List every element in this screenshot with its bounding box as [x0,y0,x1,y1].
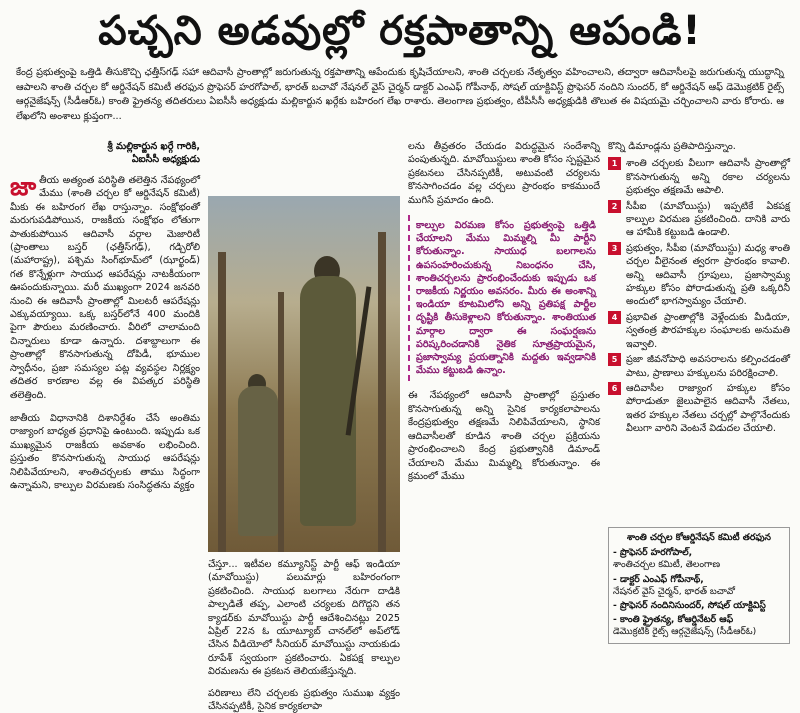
column-3-paragraph-1: లను తీవ్రతరం చేయడం విరుద్ధమైన సందేశాన్ని పంపుతున్నది. మావోయిస్టులు శాంతి కోసం స్పష్టమైన ప్రకటనలు చేసినప్పటికీ, అటువంటి చర్యలను కొనసాగించడం వల్ల చర్చలు ప్రారంభం కాకముందే ముగిసే ప్రమాదం ఉంది. [408,141,600,206]
signatory-name: - కాంతి ఫ్రైతన్య, కోఆర్డినేటర్ ఆఫ్ [613,614,734,626]
demand-number: 4 [608,311,621,324]
demand-item [608,242,790,309]
tree-trunk [218,252,226,552]
intro-paragraph: కేంద్ర ప్రభుత్వంపై ఒత్తిడి తీసుకొచ్చి ఛత్తీస్‌గఢ్ సహా ఆదివాసీ ప్రాంతాల్లో జరుగుతున్న రక్తపాతాన్ని ఆపేందుకు కృషిచేయాలని, శాంతి చర్చలకు నేతృత్వం వహించాలని, తద్వారా ఆదివాసీలపై జరుగుతున్న యుద్ధాన్ని ఆపాలని శాంతి చర్చల కో ఆర్డినేషన్ కమిటీ తరఫున ప్రొఫెసర్ హరగోపాల్, భారత్ బచావో నేషనల్ వైస్ చైర్మన్ డాక్టర్ ఎంఎఫ్ గోపీనాథ్, సోషల్ యాక్టివిస్ట్ ప్రొఫెసర్ నందిని సుందర్, కో ఆర్డినేషన్ ఆఫ్ డెమొక్రటిక్ రైట్స్ ఆర్గనైజేషన్స్ (సీడీఆర్‌ఓ) కాంతి ఫ్రైతన్య తదితరులు ఏఐసీసీ అధ్యక్షుడు మల్లికార్జున ఖర్గేకు బహిరంగ లేఖ రాశారు. తెలంగాణ ప్రభుత్వం, టీపీసీసీ అధ్యక్షుడికి తొలుత ఈ విషయమై చర్చించాలని వారు కోరారు. ఆ లేఖలోని అంశాలు క్లుప్తంగా... [16,67,784,122]
demand-text: ఆదివాసీల రాజ్యాంగ హక్కుల కోసం పోరాడుతూ జైలుపాలైన ఆదివాసీ నేతలు, ఇతర హక్కుల నేతలు చర్చల్లో పాల్గొనేందుకు వీలుగా వారిని వెంటనే విడుదల చేయాలి. [626,382,790,435]
byline-title: ఏఐసీసీ అధ్యక్షుడు [131,154,200,165]
signatories-title: శాంతి చర్చల కోఆర్డినేషన్ కమిటీ తరఫున [627,532,771,543]
tree-trunk [378,232,386,552]
signatory [613,574,785,598]
column-3-paragraph-2: ఈ నేపథ్యంలో ఆదివాసీ ప్రాంతాల్లో ప్రస్తుతం కొనసాగుతున్న అన్ని సైనిక కార్యకలాపాలను కేంద్రప్రభుత్వం తక్షణమే నిలిపివేయాలని, స్థానిక ఆదివాసీలతో కూడిన శాంతి చర్చల ప్రక్రియను ప్రారంభించాలని కేంద్ర ప్రభుత్వానికి డిమాండ్ చేయాలని మేము మిమ్మల్ని కోరుతున్నాం. ఈ క్రమంలో మేము [408,390,600,482]
demand-text: సీపీఐ (మావోయిస్టు) ఇప్పటికే ఏకపక్ష కాల్పుల విరమణ ప్రకటించింది. దానికి వారు ఆ హామీకి కట్టుబడి ఉండాలి. [626,200,790,239]
demand-number: 5 [608,353,621,366]
demand-number: 2 [608,200,621,213]
tree-trunk [278,292,284,552]
signatory [613,614,785,638]
signatory-name: - ప్రొఫెసర్ నందినిసుందర్, సోషల్ యాక్టివిస్ట్ [613,600,766,612]
column-2-paragraph-2: పరిణాలు లేని చర్చలకు ప్రభుత్వం సుముఖ వ్యక్తం చేసినప్పటికీ, సైనిక కార్యకలాపా [208,687,400,713]
column-1-text-1: తీయ అత్యంత పరిస్థితి తలెత్తిన నేపథ్యంలో మేము (శాంతి చర్చల కో ఆర్డినేషన్ కమిటీ) మీకు ఈ బహిరంగ లేఖ రాస్తున్నాం. సంక్షోభంతో మరుగుపడిపోయిన, రాజకీయ సంక్షోభం లోతుగా పాతుకుపోయిన ఆదివాసీ వర్గాల మెజారిటీ (ప్రాంతాలు బస్తర్ (ఛత్తీస్‌గఢ్), గడ్చిరోలి (మహారాష్ట్ర), పశ్చిమ సింగ్‌భూమ్‌లో (ఝార్ఖండ్) గత కొన్నేళ్లుగా సాయుధ ఆపరేషన్లు నాటకీయంగా ఊపందుకున్నాయి. మరీ ముఖ్యంగా 2024 జనవరి నుంచి ఈ ఆదివాసీ ప్రాంతాల్లో మిలటరీ ఆపరేషన్లు ఎక్కువయ్యాయి. ఒక్క బస్తర్‌లోనే 400 మందికి పైగా పౌరులు మరణించారు. వీరిలో చాలామంది చిన్నారులు కూడా ఉన్నారు. దశాబ్దాలుగా ఈ ప్రాంతాల్లో కొనసాగుతున్న దోపిడీ, భూముల స్వాధీనం, ప్రజా సమస్యల పట్ల వ్యవస్థల నిర్లక్ష్యం తదితర కారణాల వల్ల ఈ విపత్కర పరిస్థితి తలెత్తింది. [10,175,200,401]
demand-item [608,382,790,436]
signatory-role: డెమొక్రటిక్ రైట్స్ ఆర్గనైజేషన్స్ (సీడీఆర్‌ఓ) [613,626,757,638]
signatory [613,547,785,571]
demand-text: ప్రజా జీవనోపాధి అవసరాలను కల్పించడంతో పాటు, ప్రాణాలు హక్కులను పరిరక్షించాలి. [626,354,790,379]
signatory-role: నేషనల్ వైస్ చైర్మన్, భారత్ బచావో [613,585,735,597]
signatory [613,600,785,612]
signatory-role: శాంతిచర్చల కమిటీ, తెలంగాణ [613,559,721,571]
demands-intro: కొన్ని డిమాండ్లను ప్రతిపాదిస్తున్నాం. [608,141,736,152]
demand-item [608,200,790,240]
headline: పచ్చని అడవుల్లో రక్తపాతాన్ని ఆపండి! [98,8,702,54]
byline [10,140,200,166]
article-body [10,140,790,713]
column-1-paragraph-1 [10,174,200,402]
demand-number: 1 [608,157,621,170]
demand-number: 6 [608,382,621,395]
demand-text: ప్రభుత్వం, సీపీఐ (మావోయిస్టు) మధ్య శాంతి చర్చల వీలైనంత త్వరగా ప్రారంభం కావాలి. అన్ని ఆదివాసీ గ్రూపులు, ప్రజాస్వామ్య హక్కుల కోసం పోరాడుతున్న ప్రతి ఒక్కరినీ అందులో భాగస్వామ్యం చేయాలి. [626,242,790,308]
signatory-name: - ప్రొఫెసర్ హరగోపాల్, [613,547,693,559]
column-1 [10,140,200,675]
column-2-paragraph-1: చేస్తూ... ఇటీవల కమ్యూనిస్ట్ పార్టీ ఆఫ్ ఇండియా (మావోయిస్టు) పలుమార్లు బహిరంగంగా ప్రకటించింది. సాయుధ బలగాలు నేరుగా దాడికి పాల్పడితే తప్ప, ఎలాంటి చర్యలకు దిగొద్దని తన క్యాడర్‌కు మావోయిస్టు పార్టీ ఆదేశించినట్లు 2025 ఏప్రిల్ 22న ఓ యూట్యూబ్ చానల్‌లో అప్‌లోడ్ చేసిన వీడియోలో సీనియర్ మావోయిస్టు నాయకుడు రూపేశ్ స్వయంగా ప్రకటించారు. ఏకపక్ష కాల్పుల విరమణను ఈ ప్రకటన తెలియజేస్తున్నది. [208,559,400,678]
demand-item [608,311,790,351]
drop-cap: జా [10,172,37,201]
byline-addressee: శ్రీ మల్లికార్జున ఖర్గే గారికి, [107,141,200,152]
demand-item [608,353,790,380]
soldiers-photo [208,196,400,552]
column-2 [208,558,400,713]
soldier-figure [238,386,278,536]
column-1-paragraph-2: జాతీయ విధానానికి దిశానిర్దేశం చేసే అంతిమ రాజ్యాంగ బాధ్యత ప్రధానిపై ఉంటుంది. ఇప్పుడు ఒక ముఖ్యమైన రాజకీయ అవకాశం లభించింది. ప్రస్తుతం కొనసాగుతున్న సాయుధ ఆపరేషన్లు నిలిపివేయాలని, శాంతిచర్చలకు తాము సిద్ధంగా ఉన్నామని, కాల్పుల విరమణకు సంసిద్ధతను వ్యక్తం [10,412,200,491]
column-3 [408,140,600,675]
demand-number: 3 [608,242,621,255]
demand-item [608,157,790,197]
demand-text: ప్రభావిత ప్రాంతాల్లోకి వెళ్లేందుకు మీడియా, స్వతంత్ర పౌరహక్కుల సంఘాలకు అనుమతి ఇవ్వాలి. [626,311,790,350]
pull-quote: కాల్పుల విరమణ కోసం ప్రభుత్వంపై ఒత్తిడి చేయాలని మేము మిమ్మల్ని మీ పార్టీని కోరుతున్నాం. సాయుధ బలగాలను ఉపసంహరించుకున్న నిబంధనం చేసి, శాంతిచర్చలను ప్రారంభించేందుకు ఇప్పుడు ఒక రాజకీయ నిర్ణయం అవసరం. మీరు ఈ అంశాన్ని ఇండియా కూటమిలోని అన్ని ప్రతిపక్ష పార్టీల దృష్టికి తీసుకెళ్లాలని కోరుతున్నాం. శాంతియుత మార్గాల ద్వారా ఈ సంఘర్షణను పరిష్కరించడానికి నైతిక సూత్రప్రాయమైన, ప్రజాస్వామ్య ప్రయత్నానికి మద్దతు ఇవ్వడానికి మేము కట్టుబడి ఉన్నాం. [408,215,600,381]
signatory-name: - డాక్టర్ ఎంఎఫ్ గోపీనాథ్, [613,573,704,585]
signatories-box [608,527,790,644]
soldier-figure [300,276,356,526]
demand-text: శాంతి చర్చలకు వీలుగా ఆదివాసీ ప్రాంతాల్లో కొనసాగుతున్న అన్ని రకాల చర్యలను ప్రభుత్వం తక్షణమే ఆపాలి. [626,158,790,197]
demands-list [608,157,790,435]
